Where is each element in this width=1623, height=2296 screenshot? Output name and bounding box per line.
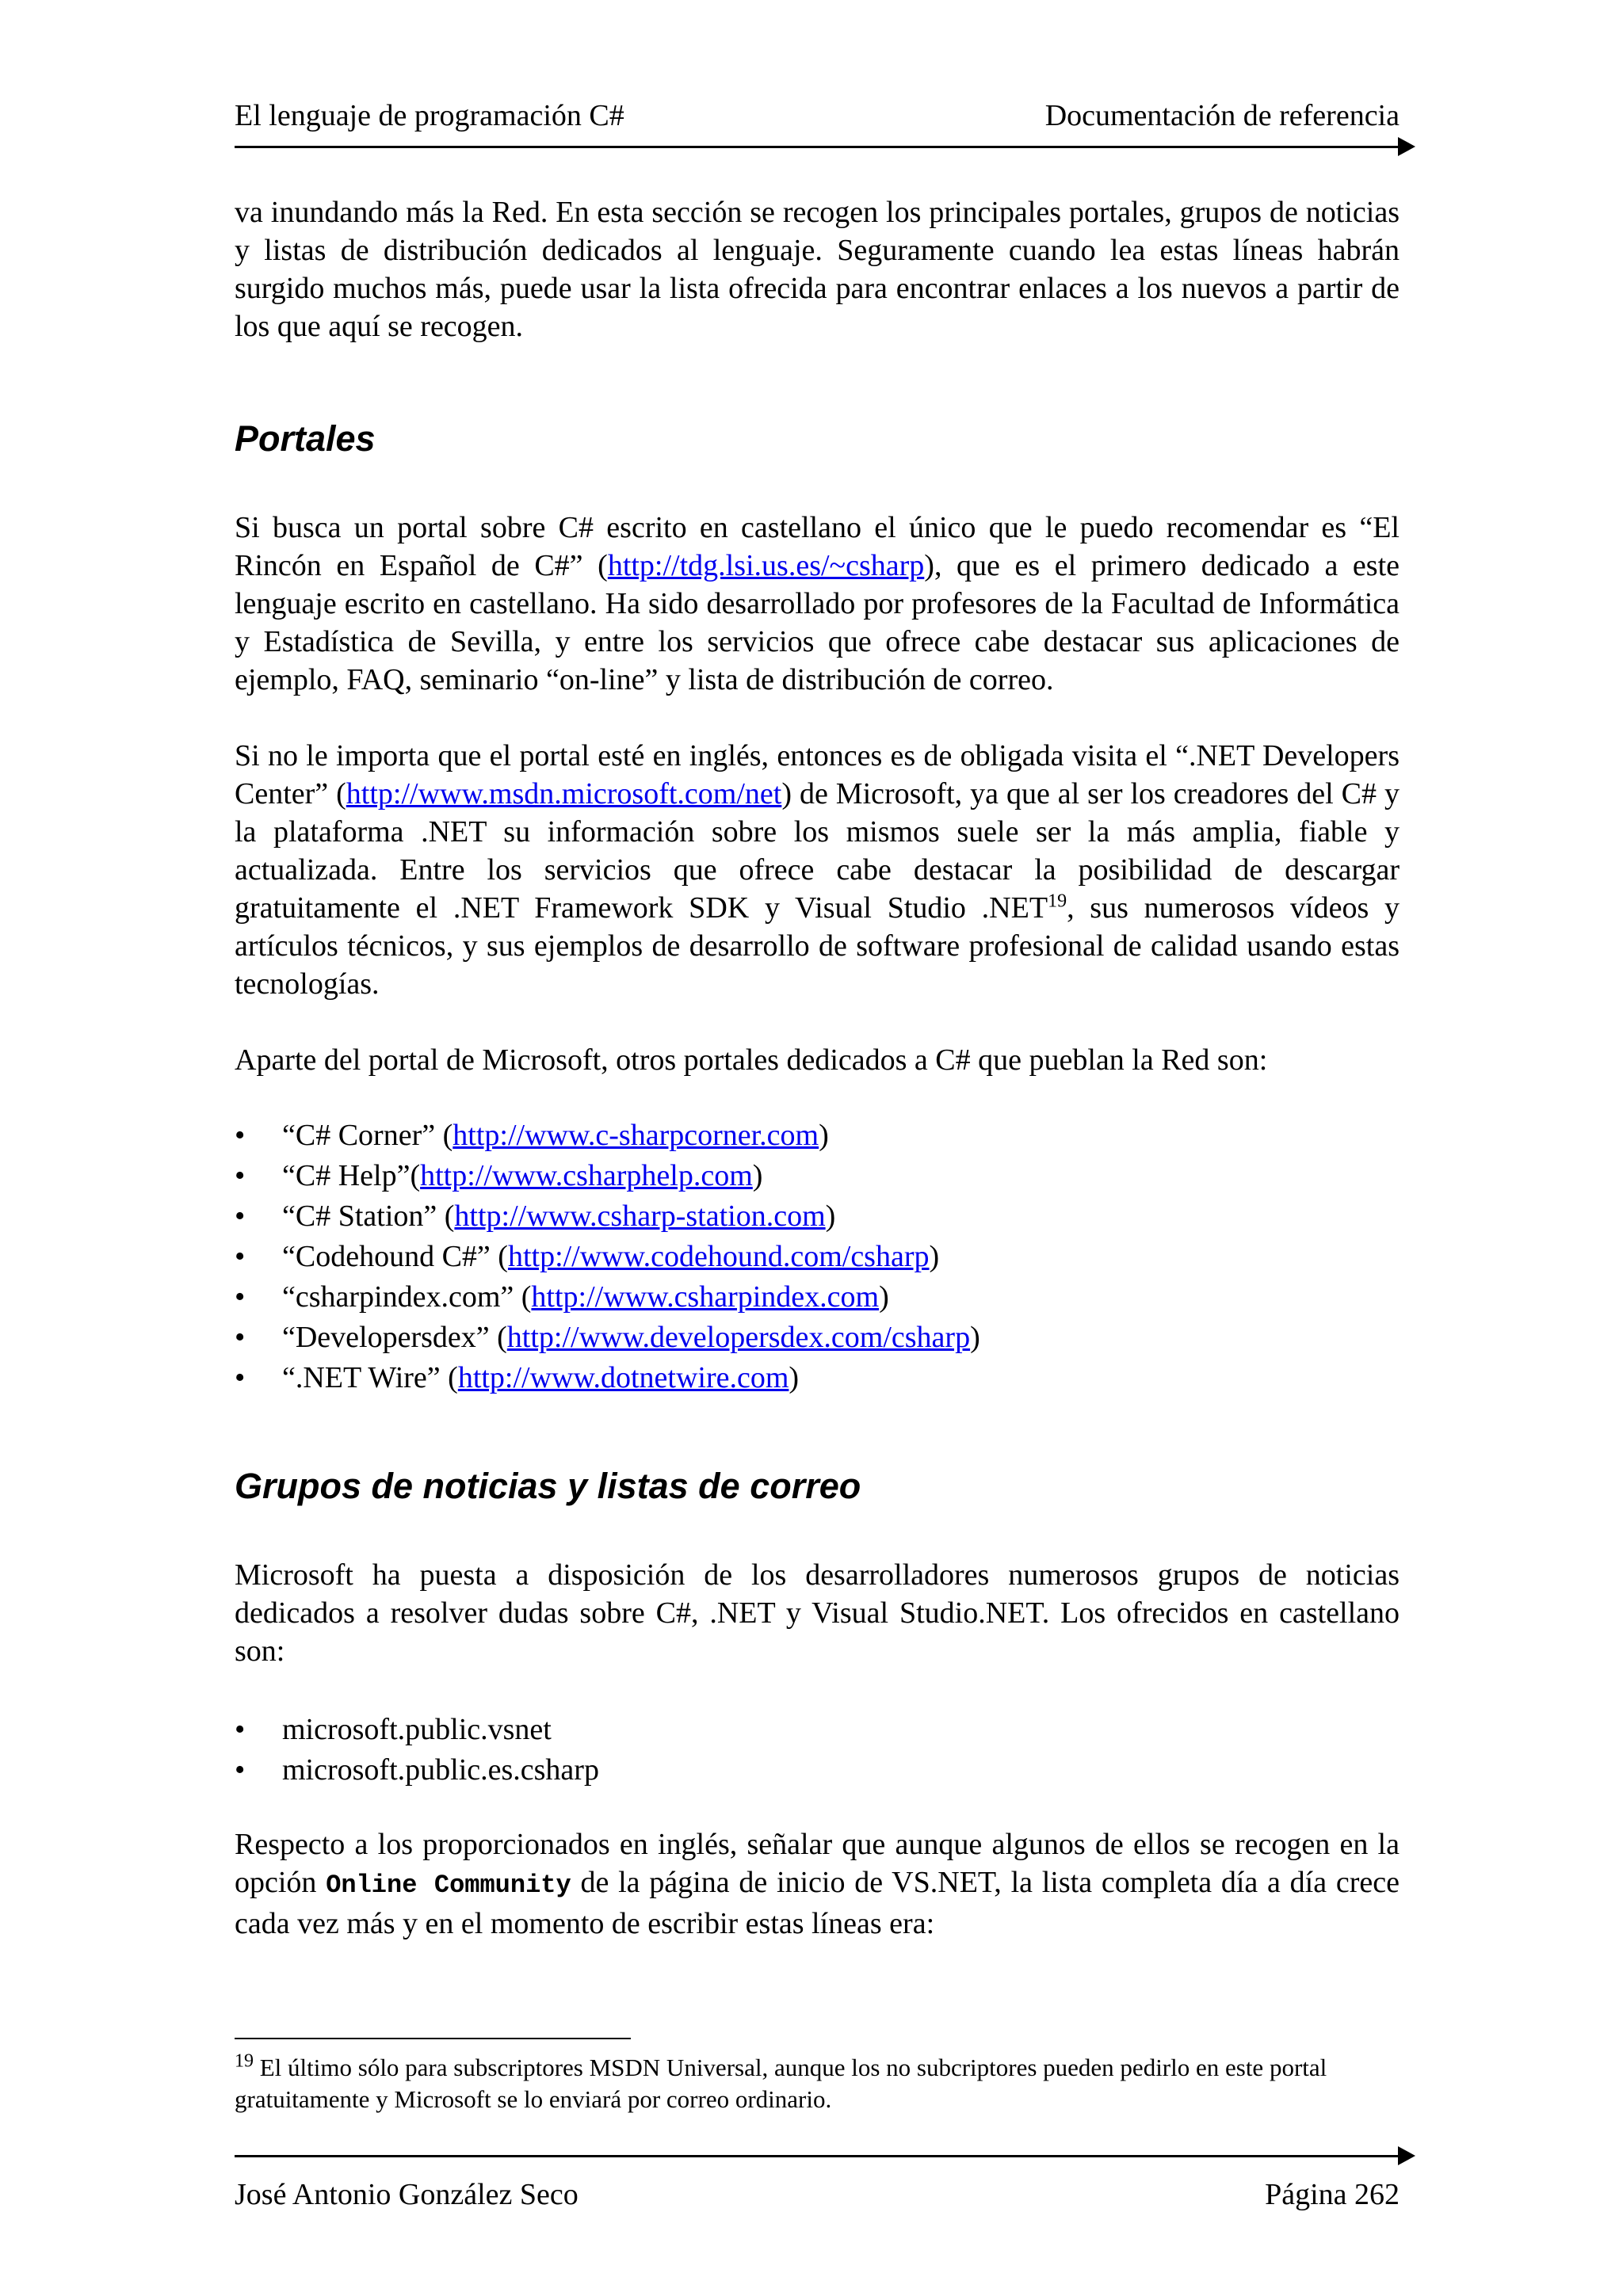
portal-link[interactable]: http://www.codehound.com/csharp xyxy=(507,1240,930,1273)
header-rule xyxy=(235,146,1400,148)
grupos-list xyxy=(235,1710,1400,1791)
grupos-heading-block xyxy=(235,1464,1400,1508)
footer-author: José Antonio González Seco xyxy=(235,2178,579,2211)
header-title: El lenguaje de programación C# xyxy=(235,99,624,132)
portal-link[interactable]: http://www.developersdex.com/csharp xyxy=(506,1321,971,1354)
footer-rule xyxy=(235,2155,1400,2157)
footnote-rule xyxy=(235,2038,631,2039)
header-section: Documentación de referencia xyxy=(1044,99,1400,132)
grupos-paragraph-1 xyxy=(235,1556,1400,1670)
portal-link[interactable]: http://www.csharp-station.com xyxy=(454,1199,826,1233)
p1-text-after: ), que es el primero dedicado a este lenguaje escrito en castellano. Ha sido desarrollado por profesores de la Facultad de Informática y Estadística de Sevilla, y entre los servicios que ofrece cabe destacar sus aplicaciones de ejemplo, FAQ, seminario “on-line” y lista de distribución de correo. xyxy=(235,549,1400,696)
footnote-ref[interactable]: 19 xyxy=(1048,891,1067,912)
portales-list-block xyxy=(235,1116,1400,1398)
list-item: • “Codehound C#” (http://www.codehound.com/csharp) xyxy=(235,1237,1400,1277)
rincon-csharp-link[interactable]: http://tdg.lsi.us.es/~csharp xyxy=(607,549,925,582)
footnote-text: El último sólo para subscriptores MSDN Universal, aunque los no subcriptores pueden pedirlo en este portal gratuitamente y Microsoft se lo enviará por correo ordinario. xyxy=(235,2054,1327,2113)
portal-link[interactable]: http://www.c-sharpcorner.com xyxy=(453,1119,819,1152)
list-item: • “Developersdex” (http://www.developersdex.com/csharp) xyxy=(235,1318,1400,1358)
p1-text-before: Si busca un portal sobre C# escrito en castellano el único que le puedo recomendar es “El Rincón en Español de C#” ( xyxy=(235,511,1400,582)
page-header xyxy=(235,98,1400,143)
list-item: • “csharpindex.com” (http://www.csharpindex.com) xyxy=(235,1277,1400,1318)
p2-text-after: , sus numerosos vídeos y artículos técnicos, y sus ejemplos de desarrollo de software profesional de calidad usando estas tecnologías. xyxy=(235,891,1400,1001)
portal-link[interactable]: http://www.csharpindex.com xyxy=(531,1280,880,1314)
portales-list xyxy=(235,1116,1400,1398)
list-item: • “C# Corner” (http://www.c-sharpcorner.com) xyxy=(235,1116,1400,1156)
intro-paragraph xyxy=(235,193,1400,345)
grupos-list-block xyxy=(235,1710,1400,1791)
list-item: • “C# Station” (http://www.csharp-station.com) xyxy=(235,1196,1400,1237)
online-community-code: Online Community xyxy=(326,1871,571,1900)
portales-heading: Portales xyxy=(235,418,376,459)
grupos-paragraph-2 xyxy=(235,1825,1400,1943)
header-arrow-icon xyxy=(1398,137,1415,156)
portales-heading-block xyxy=(235,417,1400,461)
footnote-block xyxy=(235,2052,1400,2115)
msdn-net-link[interactable]: http://www.msdn.microsoft.com/net xyxy=(346,777,782,810)
page-number: Página 262 xyxy=(1265,2178,1400,2211)
footnote-number: 19 xyxy=(235,2050,254,2072)
list-item: • microsoft.public.es.csharp xyxy=(235,1750,1400,1791)
portal-link[interactable]: http://www.dotnetwire.com xyxy=(457,1361,789,1394)
portales-paragraph-3 xyxy=(235,1041,1400,1079)
p2-text-middle: ) de Microsoft, ya que al ser los creadores del C# y la plataforma .NET su información sobre los mismos suele ser la más amplia, fiable y actualizada. Entre los servicios que ofrece cabe destacar la posibilidad de descargar gratuitamente el .NET Framework SDK y Visual Studio .NET xyxy=(235,777,1400,925)
portal-link[interactable]: http://www.csharphelp.com xyxy=(420,1159,753,1192)
intro-text: va inundando más la Red. En esta sección se recogen los principales portales, grupos de noticias y listas de distribución dedicados al lenguaje. Seguramente cuando lea estas líneas habrán surgido muchos más, puede usar la lista ofrecida para encontrar enlaces a los nuevos a partir de los que aquí se recogen. xyxy=(235,196,1400,343)
portales-paragraph-1 xyxy=(235,509,1400,699)
grupos-p2-before: Respecto a los proporcionados en inglés, señalar que aunque algunos de ellos se recogen en la opción xyxy=(235,1828,1400,1899)
list-item: • “.NET Wire” (http://www.dotnetwire.com) xyxy=(235,1358,1400,1398)
grupos-heading: Grupos de noticias y listas de correo xyxy=(235,1466,861,1506)
footer-arrow-icon xyxy=(1398,2146,1415,2165)
p2-text-before: Si no le importa que el portal esté en inglés, entonces es de obligada visita el “.NET Developers Center” ( xyxy=(235,739,1400,810)
list-item: • microsoft.public.vsnet xyxy=(235,1710,1400,1750)
p3-text: Aparte del portal de Microsoft, otros portales dedicados a C# que pueblan la Red son: xyxy=(235,1043,1268,1077)
grupos-p2-after: de la página de inicio de VS.NET, la lista completa día a día crece cada vez más y en el momento de escribir estas líneas era: xyxy=(235,1866,1400,1940)
list-item: • “C# Help”(http://www.csharphelp.com) xyxy=(235,1156,1400,1196)
portales-paragraph-2 xyxy=(235,737,1400,1003)
grupos-p1-text: Microsoft ha puesta a disposición de los desarrolladores numerosos grupos de noticias dedicados a resolver dudas sobre C#, .NET y Visual Studio.NET. Los ofrecidos en castellano son: xyxy=(235,1558,1400,1668)
